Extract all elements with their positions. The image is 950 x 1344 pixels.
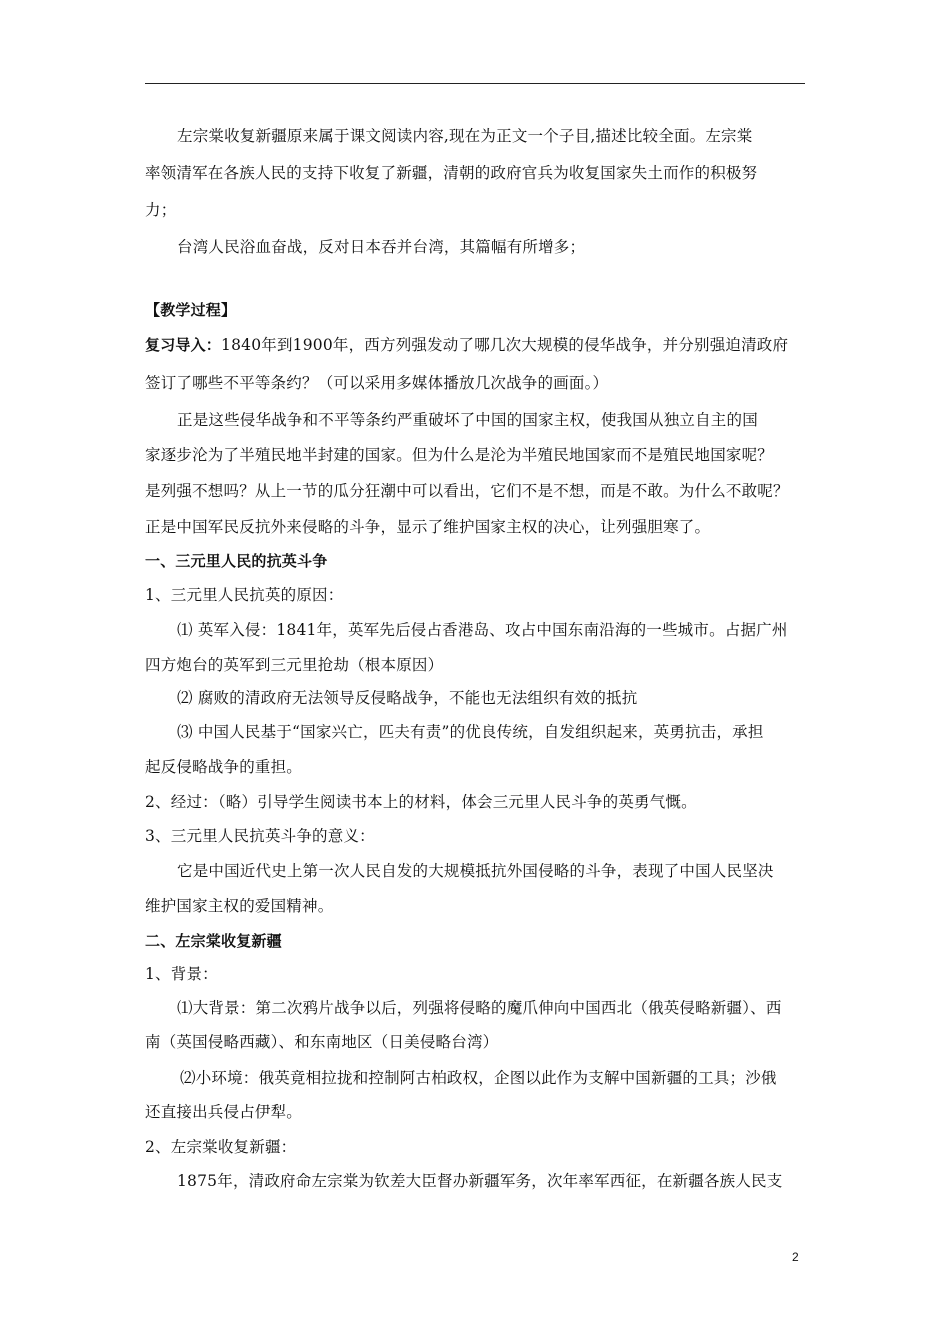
paragraph-line: 率领清军在各族人民的支持下收复了新疆，清朝的政府官兵为收复国家失土而作的积极努 [145, 164, 758, 182]
list-item: 2、经过：（略）引导学生阅读书本上的材料，体会三元里人民斗争的英勇气慨。 [145, 793, 697, 811]
list-item: ⑴大背景：第二次鸦片战争以后，列强将侵略的魔爪伸向中国西北（俄英侵略新疆）、西 [177, 999, 782, 1017]
review-intro-label: 复习导入： [145, 336, 222, 354]
list-item: 1、三元里人民抗英的原因： [145, 586, 344, 604]
paragraph-line: 正是这些侵华战争和不平等条约严重破坏了中国的国家主权，使我国从独立自主的国 [177, 411, 758, 429]
section-heading-xinjiang: 二、左宗棠收复新疆 [145, 932, 282, 950]
paragraph-line: 起反侵略战争的重担。 [145, 758, 303, 776]
paragraph-line: 维护国家主权的爱国精神。 [145, 897, 334, 915]
header-rule [145, 83, 805, 84]
paragraph-line: 它是中国近代史上第一次人民自发的大规模抵抗外国侵略的斗争，表现了中国人民坚决 [177, 862, 774, 880]
paragraph-line: 四方炮台的英军到三元里抢劫（根本原因） [145, 656, 444, 674]
list-item: ⑶ 中国人民基于“国家兴亡，匹夫有责”的优良传统，自发组织起来，英勇抗击，承担 [177, 723, 764, 741]
review-intro-text: 1840年到1900年，西方列强发动了哪几次大规模的侵华战争，并分别强迫清政府 [221, 336, 789, 354]
list-item: ⑴ 英军入侵：1841年，英军先后侵占香港岛、攻占中国东南沿海的一些城市。占据广州 [177, 621, 788, 639]
page-number: 2 [792, 1250, 799, 1264]
paragraph-line: 签订了哪些不平等条约？（可以采用多媒体播放几次战争的画面。） [145, 374, 609, 392]
list-item: 2、左宗棠收复新疆： [145, 1138, 297, 1156]
paragraph-line: 台湾人民浴血奋战，反对日本吞并台湾，其篇幅有所增多； [177, 238, 586, 256]
review-intro-line [145, 335, 788, 355]
paragraph-line: 正是中国军民反抗外来侵略的斗争，显示了维护国家主权的决心，让列强胆寒了。 [145, 518, 711, 536]
paragraph-line: 左宗棠收复新疆原来属于课文阅读内容,现在为正文一个子目,描述比较全面。左宗棠 [177, 127, 753, 145]
paragraph-line: 南（英国侵略西藏）、和东南地区（日美侵略台湾） [145, 1033, 499, 1051]
list-item: 3、三元里人民抗英斗争的意义： [145, 827, 375, 845]
paragraph-line: 是列强不想吗？从上一节的瓜分狂潮中可以看出，它们不是不想，而是不敢。为什么不敢呢？ [145, 482, 789, 500]
paragraph-line: 家逐步沦为了半殖民地半封建的国家。但为什么是沦为半殖民地国家而不是殖民地国家呢？ [145, 446, 774, 464]
list-item: ⑵ 腐败的清政府无法领导反侵略战争，不能也无法组织有效的抵抗 [177, 689, 638, 707]
section-heading-sanyuanli: 一、三元里人民的抗英斗争 [145, 552, 328, 570]
paragraph-line: 力； [145, 201, 177, 219]
list-item: 1、背景： [145, 965, 218, 983]
paragraph-line: 1875年，清政府命左宗棠为钦差大臣督办新疆军务，次年率军西征，在新疆各族人民支 [177, 1172, 783, 1190]
list-item: ⑵小环境：俄英竟相拉拢和控制阿古柏政权，企图以此作为支解中国新疆的工具；沙俄 [180, 1069, 777, 1087]
paragraph-line: 还直接出兵侵占伊犁。 [145, 1103, 303, 1121]
section-heading-teaching-process: 【教学过程】 [145, 301, 237, 319]
